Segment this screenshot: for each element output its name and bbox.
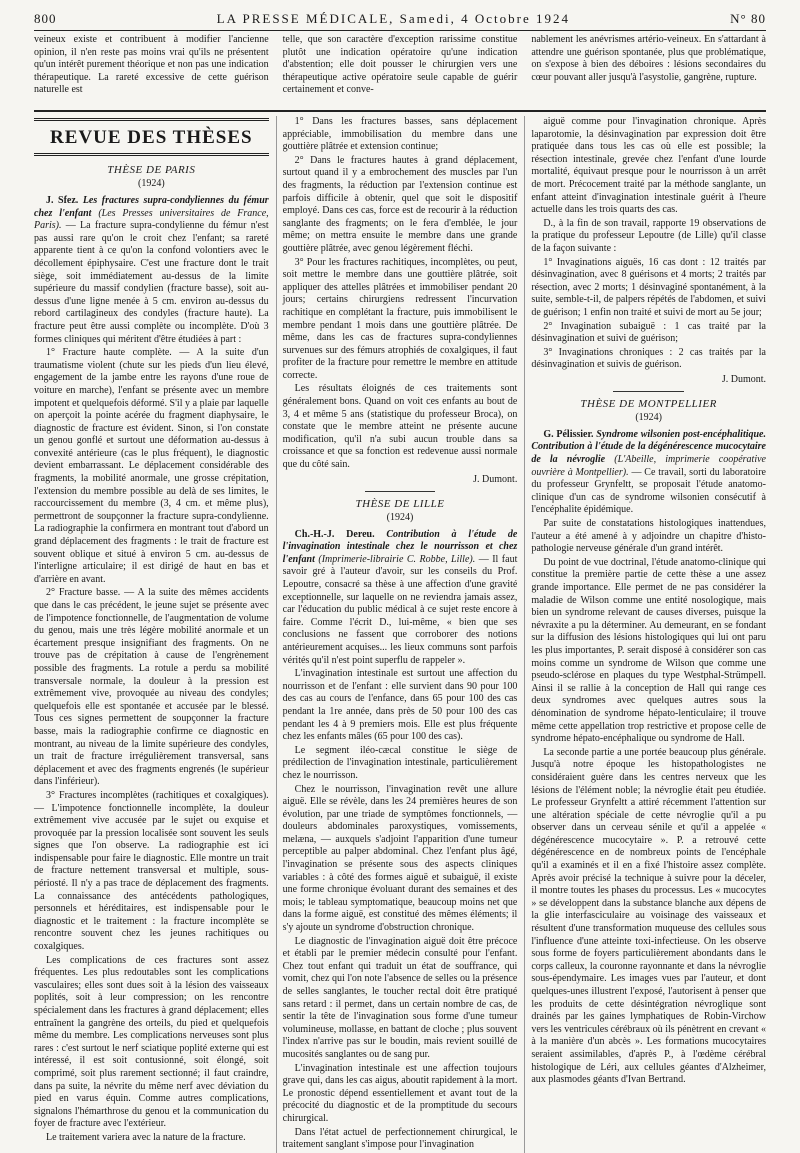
thesis-lille-year: (1924) [386, 511, 414, 523]
continued-text-col3: nablement les anévrismes artério-veineux. En s'attardant à attendre une guérison spontanée, plus que problématique, on s'expose à bien des déboires : lésions secondaires du cœur pouvant aller jusqu'à l'asystolie, gangrène, rupture. [531, 34, 766, 83]
paragraph: 2° Invagination subaiguë : 1 cas traité par la désinvagination et suivi de guérison; [531, 320, 766, 345]
paragraph: — Ce travail, sorti du laboratoire du professeur Grynfeltt, se proposait l'étude anatomo-clinique d'un cas de syndrome wilsonien consécutif à l'encéphalite épidémique. [531, 466, 766, 516]
paragraph: Dans l'état actuel de perfectionnement chirurgical, le traitement sanglant s'impose pour l'invagination [282, 1126, 518, 1151]
thesis-author: G. Pélissier. [543, 428, 594, 440]
paragraph: L'invagination intestinale est une affection toujours grave qui, dans les cas aigus, aboutit rapidement à la mort. Le pronostic dépend essentiellement et avant tout de la précocité du diagnostic et de la promptitude du secours chirurgical. [282, 1062, 518, 1124]
divider [365, 491, 435, 492]
journal-running-title: LA PRESSE MÉDICALE, Samedi, 4 Octobre 1924 [216, 11, 571, 26]
thesis-publisher: (L'Abeille, imprimerie coopérative ouvrière à Montpellier). [531, 454, 766, 478]
paragraph: D., à la fin de son travail, rapporte 19 observations de la pratique du professeur Lepoutre (de Lille) qu'il classe de la façon suivante : [531, 217, 766, 254]
section-heading: REVUE DES THÈSES [34, 118, 269, 156]
divider [613, 391, 683, 392]
thesis-lille-intro [283, 529, 518, 668]
paragraph: 2° Dans le fractures hautes à grand déplacement, surtout quand il y a embrochement des muscles par l'un des fragments, la réduction par l'extension continue est parfois difficile à obtenir, quel que soit le dispositif employé. Dans ces cas, force est de recourir à la réduction sanglante des fragments; on le fera d'emblée, le jour même; on mettra ensuite le membre dans une grande gouttière plâtrée, avec genou légèrement fléchi. [282, 154, 518, 254]
thesis-title: Les fractures supra-condyliennes du fémur chez l'enfant [34, 195, 269, 219]
paragraph: 2° Fracture basse. — A la suite des mêmes accidents que dans le cas précédent, le jeune sujet se présente avec de l'impotence fonctionnelle, de l'augmentation de volume du genou, mais une très légère mobilité anormale et un écartement presque insignifiant des fragments. On ne trouve pas de crépitation à cause de l'engrènement possible des fragments. La rotule a perdu sa mobilité transversale normale, la douleur à la pression est extrêmement vive, provoquée au niveau des condyles; quelquefois elle est spontanée et accusée par le blessé. Tous ces signes permettent de soupçonner la fracture basse, mais la radiographie confirme ce diagnostic en montrant, au niveau de la limite supérieure des condyles, un trait de fracture irrégulièrement transversal, sans déplacement et avec des fragments engrenés (le supérieur dans l'inférieur). [34, 587, 269, 788]
thesis-publisher: (Imprimerie-librairie C. Robbe, Lille). [318, 553, 476, 565]
column-1 [34, 116, 269, 1153]
paragraph: 1° Fracture haute complète. — A la suite d'un traumatisme violent (chute sur les pieds d'un lieu élevé, engagement de la jambe entre les rayons d'une roue de voiture en marche), l'enfant se présente avec un membre impotent et quelquefois déformé. S'il y a plaie par laquelle on aperçoit la pointe acérée du fragment diaphysaire, le diagnostic de fracture est évident. Sinon, si l'on constate un genou gonflé et surtout une déformation au-dessus à convexité antérieure (cas le plus fréquent), le diagnostic devient embarrassant. Le déplacement considérable des fragments, la mobilité anormale, une grosse crépitation, l'extension du membre possible au delà de ses limites, le raccourcissement du membre (3, 4 cm. et même plus), permettront de soupçonner la fracture supra-condylienne. La radiographie la confirmera en montrant tout d'abord un grand déplacement des fragments : le trait de fracture est souvent oblique et situé à environ 5 cm. au-dessus de l'interligne articulaire; il est dirigé de haut en bas et d'arrière en avant. [34, 347, 269, 585]
reviewer-signature: J. Dumont. [473, 473, 518, 485]
paragraph: 1° Dans les fractures basses, sans déplacement appréciable, immobilisation du membre dans une gouttière plâtrée et extension continue; [282, 116, 518, 153]
thesis-paris-year: (1924) [137, 178, 165, 189]
column-2 [276, 116, 518, 1153]
paragraph: Les résultats éloignés de ces traitements sont généralement bons. Quand on voit ces enfants au bout de 3, 4 et même 5 ans (statistique du professeur Broca), on constate que le membre atteint ne présente aucune modification, qu'il n'a subi aucun trouble dans sa croissance et que sa fonction est redevenue aussi normale que du côté sain. [282, 383, 518, 471]
paragraph: 3° Pour les fractures rachitiques, incomplètes, ou peut, soit mettre le membre dans une gouttière plâtrée, soit appliquer des attelles plâtrées et immobiliser pendant 20 jours; certains chirurgiens redressent l'incurvation rachitique en complétant la fracture, puis immobilisent le membre pendant 1 mois dans une gouttière plâtrée. De même, dans les cas de fractures supra-condyliennes survenues sur des fémurs atrophiés de coxalgiques, il faut profiter de la fracture pour remettre le membre en attitude correcte. [282, 256, 518, 381]
paragraph: Le diagnostic de l'invagination aiguë doit être précoce et établi par le premier médecin consulté pour l'enfant. Chez tout enfant qui traduit un état de souffrance, qui vomit, chez qui l'on note l'absence de selles ou la présence de selles sanglantes, le toucher rectal doit être pratiqué sans retard : il permet, dans un certain nombre de cas, de sentir la tête de l'invagination sous forme d'une tumeur volumineuse, mollasse, en battant de cloche ; plus souvent l'index n'arrive pas sur le boudin, mais revient souillé de mucosités sanglantes ou de sang pur. [282, 935, 518, 1060]
thesis-author: J. Sfez. [46, 195, 79, 206]
paragraph: Du point de vue doctrinal, l'étude anatomo-clinique qui constitue la première partie de cette thèse a une assez grande importance. Elle permet de ne pas considérer la maladie de Wilson comme une entité nosologique, mais bien un syndrome relevant de causes diverses, puisque la névraxite a pu la déterminer. Au demeurant, en se fondant sur la diffusion des lésions histologiques qui lui ont paru les plus importantes, P. serait disposé à considérer son cas moins comme un syndrome de Wilson que comme une pseudo-sclérose en plaques du type Westphal-Strümpell. Ainsi il se rallie à la conception de Hall qui range ces deux syndromes avec quelques autres sous la dénomination de syndrome hépato-lenticulaire; il trouve même cette appellation trop restrictive et propose celle de syndrome hépato-encéphalique ou syndrome de Hall. [531, 556, 766, 745]
thesis-lille-title: THÈSE DE LILLE [355, 497, 445, 510]
thesis-author: Ch.-H.-J. Dereu. [294, 528, 375, 540]
paragraph: Les complications de ces fractures sont assez fréquentes. Les plus redoutables sont les complications vasculaires; elles sont dues soit à la lésion des vaisseaux poplités, soit à leur compression; on les rencontre spécialement dans les fractures à grand déplacement; elles entraînent la gangrène des orteils, du pied et quelquefois même du membre. Les complications nerveuses sont plus rares : c'est surtout le nerf sciatique poplité externe qui est intéressé, il est soit contusionné, soit élongé, soit comprimé, soit plus rarement sectionné; il faut craindre, dans pa suite, la névrite du même nerf avec déviation du pied en varus équin. Comme autres complications, signalons l'hémarthrose du genou et la communication du foyer de fracture avec l'extérieur. [34, 954, 269, 1130]
paragraph: aiguë comme pour l'invagination chronique. Après laparotomie, la désinvagination par expression doit être pratiquée dans tous les cas où elle est possible; la résection intestinale, grevée chez l'enfant d'une lourde mortalité, équivaut presque pour le nourrisson à un arrêt de mort. Précocement traité par la méthode sanglante, un enfant atteint d'invagination intestinale guérit à l'heure actuelle dans les trois quarts des cas. [531, 116, 766, 216]
paragraph: 1° Invaginations aiguës, 16 cas dont : 12 traités par désinvagination, avec 8 guérisons et 4 morts; 2 traités par résection, avec 2 morts; 1 désinvaginé spontanément, à la suite, semble-t-il, de palpers répétés de l'abdomen, et suivi de guérison; 1 enfin non traité et suivi de mort au 5e jour; [531, 256, 766, 318]
thesis-paris-title: THÈSE DE PARIS [107, 164, 196, 176]
continued-text-col1: veineux existe et contribuent à modifier l'ancienne opinion, il n'en reste pas moins vrai qu'ils ne présentent qu'un intérêt purement théorique et non pas une indication thérapeutique. La rareté excessive de cette guérison naturelle est [34, 34, 269, 96]
issue-number: N° 80 [730, 11, 766, 26]
paragraph: 3° Fractures incomplètes (rachitiques et coxalgiques). — L'impotence fonctionnelle incomplète, la douleur extrêmement vive accusée par le sujet ou exquise et provoquée par la pression localisée sont souvent les seuls signes que l'on observe. La radiographie est ici indispensable pour faire le diagnostic. Elle montre un trait de fracture nettement transversal et multiple, sous-périosté. Il n'y a pas trace de déplacement des fragments. La connaissance des antécédents pathologiques, personnels et héréditaires, est indispensable pour le diagnostic et le traitement : la fracture incomplète se rencontre souvent chez les jeunes rachitiques ou coxalgiques. [34, 789, 269, 953]
theses-review [34, 116, 766, 1151]
thesis-title: Contribution à l'étude de l'invagination intestinale chez le nourrisson et chez l'enfant [282, 528, 518, 565]
continued-article [34, 34, 766, 112]
paragraph: Le traitement variera avec la nature de la fracture. [46, 1131, 246, 1143]
paragraph: Le segment iléo-cæcal constitue le siège de prédilection de l'invagination intestinale, particulièrement chez le nourrisson. [282, 744, 518, 781]
paragraph: 3° Invaginations chroniques : 2 cas traités par la désinvagination et suivis de guérison. [531, 346, 766, 371]
column-3 [524, 116, 766, 1153]
thesis-montpellier-title: THÈSE DE MONTPELLIER [580, 397, 717, 410]
reviewer-signature: J. Dumont. [721, 373, 766, 385]
thesis-montpellier-year: (1924) [635, 411, 662, 423]
paragraph: Chez le nourrisson, l'invagination revêt une allure aiguë. Elle se révèle, dans les 24 premières heures de son évolution, par une triade de symptômes fonctionnels, — douleurs abdominales paroxystiques, vomissements, melæna, — auxquels s'adjoint l'apparition d'une tumeur perceptible au palper abdominal. Chez l'enfant plus âgé, l'invagination se présente sous des aspects cliniques variables : à côté des formes aiguë et subaiguë, il existe une forme chronique évoluant durant des semaines et des mois; le tableau symptomatique, beaucoup moins net que dans la forme aiguë, est constitué des mêmes éléments; il s'y ajoute un syndrome d'obstruction chronique. [282, 783, 518, 934]
paragraph: — La fracture supra-condylienne du fémur n'est pas aussi rare qu'on le croit chez l'enfant; sa rareté apparente tient à ce qu'on la confond volontiers avec le décollement épiphysaire. C'est une fracture dont le trait siège, soit immédiatement au-dessus de la limite supérieure du massif condylien (fracture basse), soit au-dessus d'une ligne menée à 5 cm. environ au-dessus du rebord cartilagineux des condyles (fracture haute). La fracture peut être aussi complète ou incomplète. D'où 3 formes cliniques qui méritent d'être étudiées à part : [34, 220, 269, 345]
thesis-montpellier-intro [531, 429, 766, 517]
paragraph: Par suite de constatations histologiques inattendues, l'auteur a été amené à y adjoindre un chapitre d'histo-pathologie nerveuse générale d'un grand intérêt. [531, 518, 766, 555]
thesis-publisher: (Les Presses universitaires de France, Paris). [34, 207, 269, 232]
paragraph: L'invagination intestinale est surtout une affection du nourrisson et de l'enfant : elle survient dans 90 pour 100 des cas au cours de l'enfance, dans 65 pour 100 des cas pendant la 1re année, dans près de 50 pour 100 des cas pendant les 4 à 9 premiers mois. Elle est plus fréquente chez les enfants mâles (65 pour 100 des cas). [282, 668, 518, 743]
paragraph: La seconde partie a une portée beaucoup plus générale. Jusqu'à notre époque les histopathologistes ne considéraient guère dans les centres nerveux que les lésions de l'élément noble; la névroglie était peu étudiée. Le professeur Grynfeltt a attiré récemment l'attention sur une altération spéciale de cette névroglie qu'il a pu observer dans un cerveau sénile et qu'il a appelée « dégénérescence mucocytaire ». P. a retrouvé cette dégénérescence en de nombreux points de l'encéphale qu'il a examinés et il en a fixé l'histoire assez complète. Après avoir précisé la technique à suivre pour la déceler, il montre toutes les phases du processus. Les « mucocytes » se développent dans la substance blanche aux dépens de la glie interfasciculaire au voisinage des vaisseaux et résultent d'une transformation muqueuse des cellules sous l'influence d'une atteinte toxi-infectieuse. On les observe sous forme de foyers particulièrement abondants dans le corps calleux, la couronne rayonnante et dans la névroglie sous-épendymaire. Les images vues par l'auteur, et dont quelques-unes illustrent l'exposé, l'autorisent à penser que les produits de cette désintégration névroglique sont drainés par les gaines lymphatiques de Robin-Virchow vers les ventricules cérébraux où ils pénètrent en crevant « à la manière d'un abcès ». Les formations mucocytaires seraient assimilables, d'après P., à l'œdème cérébral histologique de Léri, aux cellules géantes d'Alzheimer, aux plasmodes géants d'Ivan Bertrand. [531, 746, 766, 1086]
paragraph: — Il faut savoir gré à l'auteur d'avoir, sur les conseils du Prof. Lepoutre, consacré sa thèse à une affection d'une gravité exceptionnelle, sur laquelle on ne reviendra jamais assez, car l'éducation du public médical à ce sujet reste encore à faire. Comme l'écrit D., lui-même, « bien que ses conclusions ne fassent que corroborer des notions antérieurement acquises... les lieux communs sont parfois vérités qu'il n'est point superflu de rappeler ». [282, 553, 518, 666]
page-header [34, 8, 766, 31]
continued-text-col2: telle, que son caractère d'exception rarissime constitue plutôt une indication opératoire qu'une indication d'abstention; elle doit pousser le chirurgien vers une thérapeutique active opératoire seule capable de guérir certainement et conve- [282, 34, 518, 96]
thesis-title: Syndrome wilsonien post-encéphalitique. Contribution à l'étude de la dégénérescence mucocytaire de la névroglie [531, 428, 766, 466]
page-number: 800 [34, 11, 57, 26]
thesis-paris-intro [34, 195, 269, 346]
